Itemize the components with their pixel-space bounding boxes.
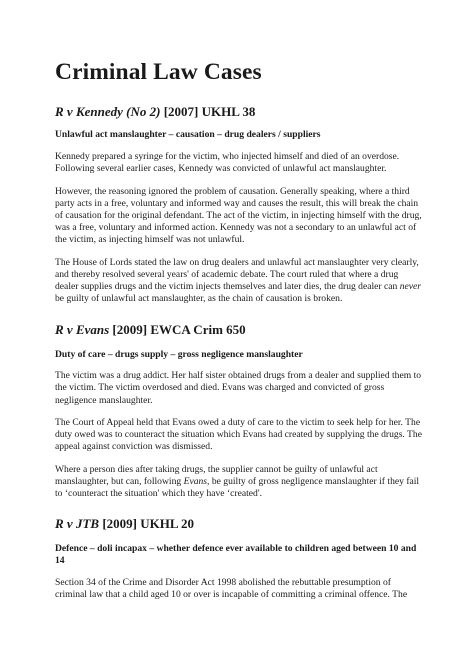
document-title: Criminal Law Cases xyxy=(55,59,262,85)
case-paragraph: Section 34 of the Crime and Disorder Act 1998 abolished the rebuttable presumption of criminal law that a child aged 10 or over is incapable of committing a criminal offence. The xyxy=(55,577,408,601)
case-kennedy xyxy=(55,104,423,306)
case-paragraph: The victim was a drug addict. Her half sister obtained drugs from a dealer and supplied them to the victim. The victim overdosed and died. Evans was charged and convicted of gross negligence manslaughter. xyxy=(55,370,422,406)
emphasis-text: never xyxy=(399,281,422,293)
case-name: R v JTB xyxy=(55,516,100,532)
case-evans xyxy=(55,322,423,501)
case-citation: [2007] UKHL 38 xyxy=(160,104,256,119)
case-heading xyxy=(55,516,423,532)
document-page xyxy=(55,58,423,601)
case-heading xyxy=(55,322,423,338)
case-subheading: Unlawful act manslaughter – causation – drug dealers / suppliers xyxy=(55,129,321,140)
case-subheading: Defence – doli incapax – whether defence ever available to children aged between 10 and 14 xyxy=(55,543,417,567)
case-paragraph xyxy=(55,464,423,500)
case-paragraph xyxy=(55,257,423,306)
case-paragraph: Kennedy prepared a syringe for the victim, who injected himself and died of an overdose. Following several earlier cases, Kennedy was convicted of unlawful act manslaughter. xyxy=(55,151,400,175)
paragraph-text: The House of Lords stated the law on drug dealers and unlawful act manslaughter very clearly, and thereby resolved several years' of academic debate. The court ruled that where a drug dealer supplies drugs and the victim injects themselves and later dies, the drug dealer can xyxy=(55,256,419,293)
case-paragraph: The Court of Appeal held that Evans owed a duty of care to the victim to seek help for her. The duty owed was to counteract the situation which Evans had created by supplying the drugs. The appeal against conviction was dismissed. xyxy=(55,416,422,453)
paragraph-text: Where a person dies after taking drugs, the supplier cannot be guilty of unlawful act manslaughter, but can, following xyxy=(55,463,378,487)
case-citation: [2009] UKHL 20 xyxy=(99,516,195,532)
emphasis-text: Evans xyxy=(183,475,208,487)
case-citation: [2009] EWCA Crim 650 xyxy=(109,321,246,337)
case-name: R v Kennedy (No 2) xyxy=(55,104,161,119)
paragraph-text: , be guilty of gross negligence manslaughter if they fail to ‘counteract the situation' which they have ‘created'. xyxy=(55,475,420,500)
case-jtb xyxy=(55,516,423,601)
case-name: R v Evans xyxy=(55,321,110,337)
case-subheading: Duty of care – drugs supply – gross negligence manslaughter xyxy=(55,348,303,360)
paragraph-text: be guilty of unlawful act manslaughter, as the chain of causation is broken. xyxy=(55,293,343,305)
case-heading xyxy=(55,104,423,120)
case-paragraph: However, the reasoning ignored the problem of causation. Generally speaking, where a third party acts in a free, voluntary and informed way and causes the result, this will break the chain of causation for the original defendant. The act of the victim, in injecting himself with the drug, was a free, voluntary and informed action. Kennedy was not a secondary to an unlawful act of the victim, as injecting himself was not unlawful. xyxy=(55,185,422,246)
